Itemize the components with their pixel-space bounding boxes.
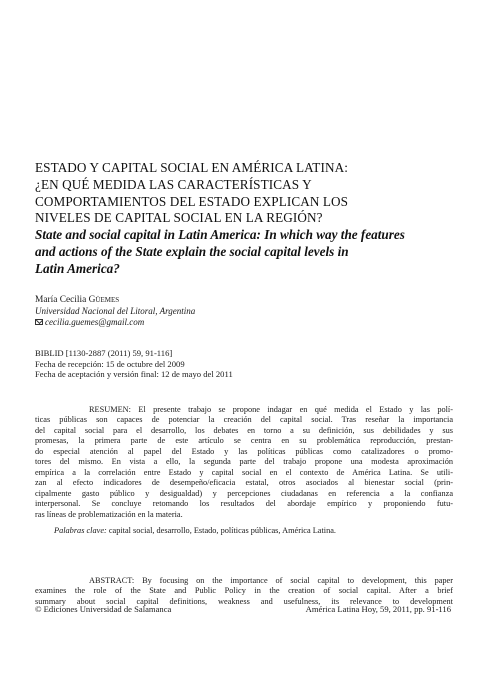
accepted-date: Fecha de aceptación y versión final: 12 de mayo del 2011	[35, 369, 233, 380]
title-english-line: State and social capital in Latin America: In which way the features	[35, 227, 405, 242]
footer-copyright: © Ediciones Universidad de Salamanca	[35, 604, 172, 614]
footer-citation: América Latina Hoy, 59, 2011, pp. 91-116	[305, 604, 451, 614]
abstract-line: ABSTRACT: By focusing on the importance of social capital to development, this paper	[89, 576, 453, 585]
title-spanish	[35, 160, 455, 227]
title-english-line: and actions of the State explain the social capital levels in	[35, 243, 349, 259]
resumen-paragraph	[35, 405, 453, 520]
title-spanish-line: ¿EN QUÉ MEDIDA LAS CARACTERÍSTICAS Y	[35, 176, 312, 192]
keywords-label: Palabras clave:	[54, 526, 107, 535]
title-english-line: Latin America?	[35, 260, 120, 276]
received-date: Fecha de recepción: 15 de octubre del 2009	[35, 358, 185, 369]
resumen-line: do especial atención al papel del Estado y las políticas públicas como catalizadores o promo-	[35, 446, 453, 456]
title-english	[35, 227, 455, 277]
abstract-line: summary about social capital definitions, weakness and usefulness, its relevance to development	[35, 596, 453, 606]
resumen-line: ras líneas de problematización en la materia.	[35, 509, 183, 519]
biblid-line: BIBLID [1130-2887 (2011) 59, 91-116]	[35, 348, 173, 358]
author-surname: Güemes	[88, 295, 120, 305]
author-email-address[interactable]: cecilia.guemes@gmail.com	[45, 317, 145, 327]
resumen-line: empírica a la correlación entre Estado y capital social en el contexto de América Latina. Se utili-	[35, 467, 453, 477]
resumen-line: del capital social para el desarrollo, los debates en torno a su definición, sus debilidades y sus	[35, 425, 453, 435]
abstract-line: examines the role of the State and Public Policy in the creation of social capital. After a brief	[35, 586, 453, 596]
bibliographic-info	[35, 348, 233, 380]
keywords	[54, 526, 336, 536]
author-name	[35, 294, 119, 306]
resumen-line: interpersonal. Se concluye retomando los resultados del abordaje empírico y proponiendo futu-	[35, 499, 453, 509]
title-spanish-line: NIVELES DE CAPITAL SOCIAL EN LA REGIÓN?	[35, 210, 323, 226]
resumen-line: zan al efecto indicadores de desempeño/eficacia estatal, otros asociados al bienestar social (prin-	[35, 478, 453, 488]
resumen-line: ticas públicas son capaces de potenciar la creación del capital social. Tras reseñar la importancia	[35, 415, 453, 425]
title-spanish-line: COMPORTAMIENTOS DEL ESTADO EXPLICAN LOS	[35, 193, 349, 209]
resumen-line: cipalmente gasto público y desigualdad) y percepciones ciudadanas en referencia a la confianza	[35, 488, 453, 498]
keywords-text: capital social, desarrollo, Estado, políticas públicas, América Latina.	[106, 526, 337, 535]
resumen-line: tores del mismo. En vista a ello, la segunda parte del trabajo propone una modesta aproximación	[35, 457, 453, 467]
author-given-name: María Cecilia	[35, 295, 87, 305]
author-email[interactable]	[35, 317, 144, 328]
mail-icon	[35, 319, 43, 325]
abstract-paragraph	[35, 576, 453, 607]
resumen-line: RESUMEN: El presente trabajo se propone indagar en qué medida el Estado y las polí-	[89, 405, 453, 414]
title-spanish-line: ESTADO Y CAPITAL SOCIAL EN AMÉRICA LATINA:	[35, 160, 348, 175]
resumen-line: promesas, la primera parte de este artículo se centra en su problemática reproducción, prestan-	[35, 436, 453, 446]
author-affiliation: Universidad Nacional del Litoral, Argentina	[35, 306, 196, 316]
